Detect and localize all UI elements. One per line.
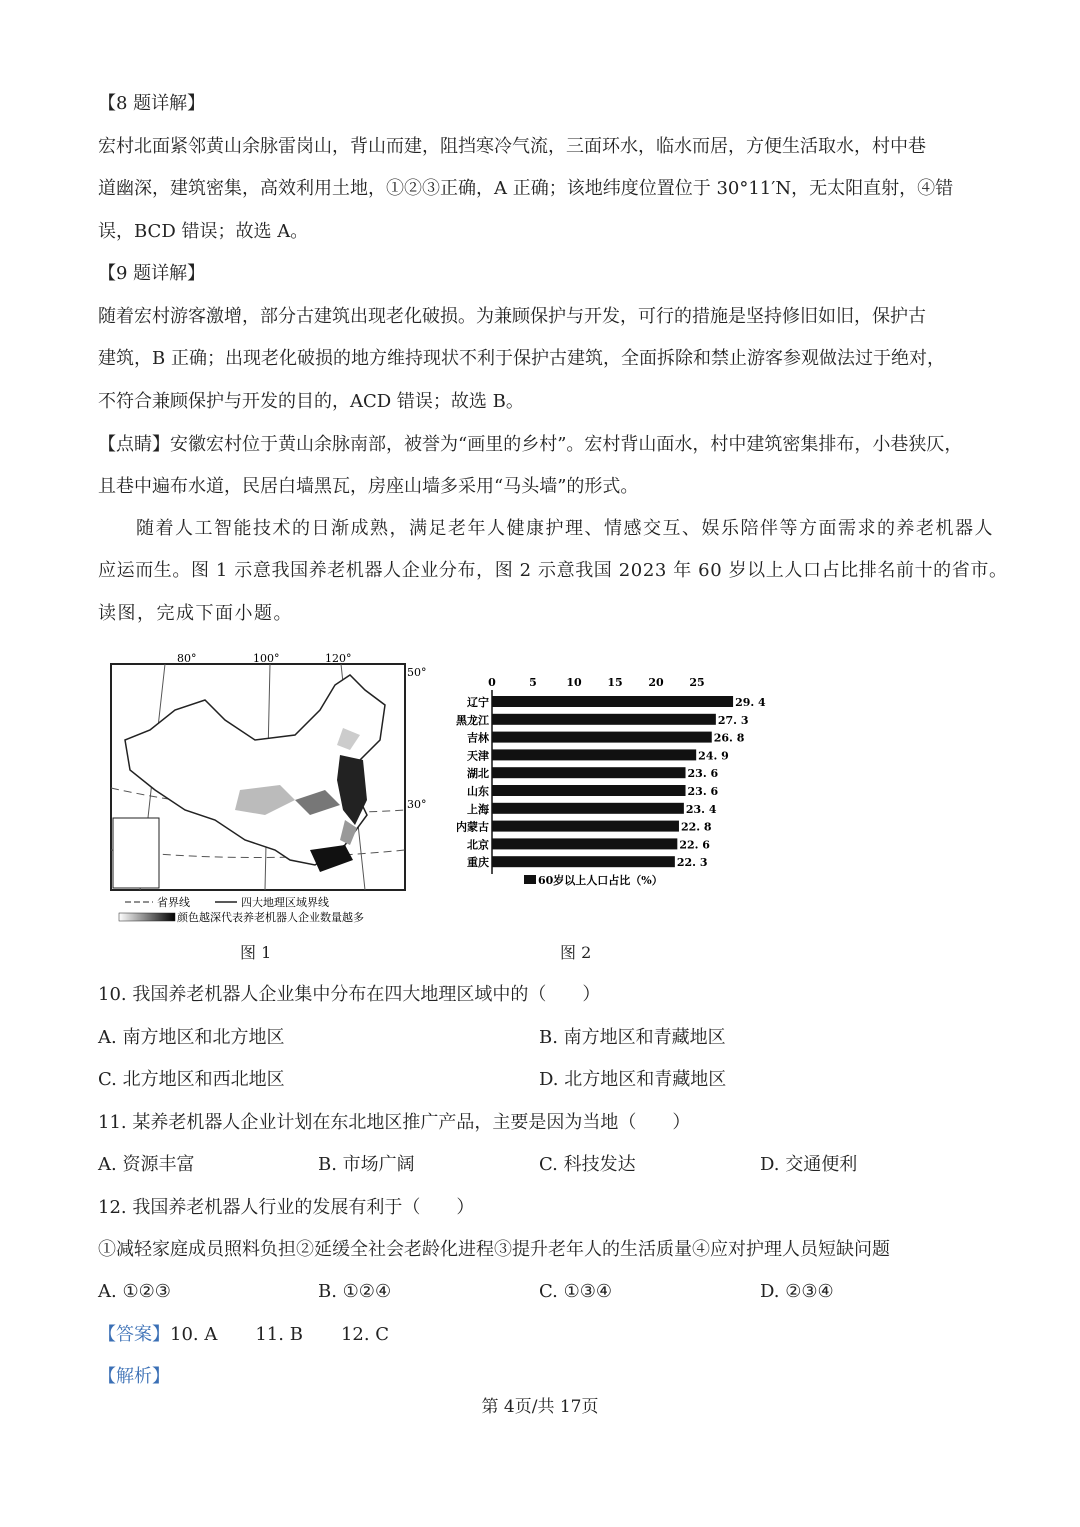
option-11-b: B. 市场广阔 xyxy=(318,1154,415,1175)
value-label: 23. 6 xyxy=(687,767,719,781)
figure-1-map xyxy=(105,650,445,930)
tip-line xyxy=(98,433,962,457)
value-label: 27. 3 xyxy=(717,713,749,727)
x-tick-label: 25 xyxy=(689,676,705,689)
value-label: 24. 9 xyxy=(698,749,729,763)
category-label: 内蒙古 xyxy=(456,820,489,834)
question-10-stem: 10. 我国养老机器人企业集中分布在四大地理区域中的（ ） xyxy=(98,984,601,1005)
tip-text: 安徽宏村位于黄山余脉南部，被誉为“画里的乡村”。宏村背山面水，村中建筑密集排布，小巷狭仄， xyxy=(170,434,963,455)
intro-line: 应运而生。图 1 示意我国养老机器人企业分布，图 2 示意我国 2023 年 60 岁以上人口占比排名前十的省市。 xyxy=(98,560,1008,581)
south-sea-inset xyxy=(113,818,159,888)
category-label: 北京 xyxy=(467,838,489,852)
q8-heading: 【8 题详解】 xyxy=(98,93,206,114)
category-label: 湖北 xyxy=(467,767,489,781)
intro-line: 读图，完成下面小题。 xyxy=(98,603,293,624)
lon-label: 120° xyxy=(325,652,352,665)
q8-line: 宏村北面紧邻黄山余脉雷岗山，背山而建，阻挡寒冷气流，三面环水，临水而居，方便生活取水，村中巷 xyxy=(98,136,926,157)
value-label: 23. 6 xyxy=(687,785,719,798)
option-12-a: A. ①②③ xyxy=(98,1281,171,1302)
lat-label: 50° xyxy=(407,666,427,679)
question-12-stem: 12. 我国养老机器人行业的发展有利于（ ） xyxy=(98,1197,475,1218)
category-label: 重庆 xyxy=(467,856,489,870)
answer-line xyxy=(98,1323,389,1347)
answer-10: 10. A xyxy=(170,1324,218,1345)
x-tick-label: 0 xyxy=(488,676,496,689)
figure-2-caption: 图 2 xyxy=(560,943,592,962)
option-11-c: C. 科技发达 xyxy=(539,1154,636,1175)
x-tick-label: 10 xyxy=(566,676,582,689)
value-label: 26. 8 xyxy=(713,731,745,745)
option-11-d: D. 交通便利 xyxy=(760,1154,858,1175)
bar xyxy=(492,767,686,778)
legend-swatch xyxy=(524,875,536,884)
option-10-c: C. 北方地区和西北地区 xyxy=(98,1069,285,1090)
x-tick-label: 5 xyxy=(529,676,537,689)
category-label: 天津 xyxy=(467,749,489,763)
value-label: 23. 4 xyxy=(685,802,717,816)
legend-gradient xyxy=(119,913,175,921)
x-tick-label: 15 xyxy=(607,676,623,689)
category-label: 山东 xyxy=(467,785,489,798)
bar xyxy=(492,732,712,743)
option-10-d: D. 北方地区和青藏地区 xyxy=(539,1069,727,1090)
question-11-stem: 11. 某养老机器人企业计划在东北地区推广产品，主要是因为当地（ ） xyxy=(98,1112,691,1133)
bar xyxy=(492,821,679,832)
bar xyxy=(492,785,686,796)
lat-label: 30° xyxy=(407,798,427,811)
category-label: 辽宁 xyxy=(467,696,489,709)
lon-label: 80° xyxy=(177,652,197,665)
option-12-b: B. ①②④ xyxy=(318,1281,392,1302)
legend-shade: 颜色越深代表养老机器人企业数量越多 xyxy=(177,911,364,924)
bar xyxy=(492,838,677,849)
bar xyxy=(492,803,684,814)
bar xyxy=(492,856,675,867)
tip-label: 【点睛】 xyxy=(98,434,170,455)
legend-region: 四大地理区域界线 xyxy=(241,896,329,909)
option-12-d: D. ②③④ xyxy=(760,1281,834,1302)
lon-label: 100° xyxy=(253,652,280,665)
option-10-b: B. 南方地区和青藏地区 xyxy=(539,1027,726,1048)
value-label: 22. 3 xyxy=(676,856,708,870)
question-12-statement: ①减轻家庭成员照料负担②延缓全社会老龄化进程③提升老年人的生活质量④应对护理人员短缺问题 xyxy=(98,1239,890,1260)
value-label: 22. 8 xyxy=(680,820,712,834)
legend-label: 60岁以上人口占比（%） xyxy=(538,874,663,887)
option-11-a: A. 资源丰富 xyxy=(98,1154,195,1175)
bar xyxy=(492,749,696,760)
answer-11: 11. B xyxy=(255,1324,303,1345)
q8-line: 误，BCD 错误；故选 A。 xyxy=(98,221,309,242)
figure-2-chart xyxy=(440,668,770,898)
q9-line: 建筑，B 正确；出现老化破损的地方维持现状不利于保护古建筑，全面拆除和禁止游客参观做法过于绝对， xyxy=(98,348,945,369)
answer-12: 12. C xyxy=(340,1324,390,1345)
analysis-label: 【解析】 xyxy=(98,1366,170,1387)
category-label: 黑龙江 xyxy=(456,713,489,727)
x-tick-label: 20 xyxy=(648,676,664,689)
value-label: 22. 6 xyxy=(679,838,710,852)
value-label: 29. 4 xyxy=(735,696,766,709)
tip-line: 且巷中遍布水道，民居白墙黑瓦，房座山墙多采用“马头墙”的形式。 xyxy=(98,476,639,497)
option-12-c: C. ①③④ xyxy=(539,1281,612,1302)
bar xyxy=(492,714,716,725)
intro-line: 随着人工智能技术的日渐成熟，满足老年人健康护理、情感交互、娱乐陪伴等方面需求的养老机器人 xyxy=(136,518,994,539)
legend-province: 省界线 xyxy=(157,896,190,909)
answer-label: 【答案】 xyxy=(98,1324,170,1345)
page-footer: 第 4页/共 17页 xyxy=(481,1397,599,1417)
q9-line: 随着宏村游客激增，部分古建筑出现老化破损。为兼顾保护与开发，可行的措施是坚持修旧如旧，保护古 xyxy=(98,306,926,327)
category-label: 吉林 xyxy=(467,731,489,745)
q9-line: 不符合兼顾保护与开发的目的，ACD 错误；故选 B。 xyxy=(98,391,524,412)
bar xyxy=(492,696,733,707)
option-10-a: A. 南方地区和北方地区 xyxy=(98,1027,285,1048)
figure-1-caption: 图 1 xyxy=(240,943,272,962)
q9-heading: 【9 题详解】 xyxy=(98,263,206,284)
q8-line: 道幽深，建筑密集，高效利用土地，①②③正确，A 正确；该地纬度位置位于 30°11′N，无太阳直射，④错 xyxy=(98,178,954,199)
category-label: 上海 xyxy=(467,802,489,816)
